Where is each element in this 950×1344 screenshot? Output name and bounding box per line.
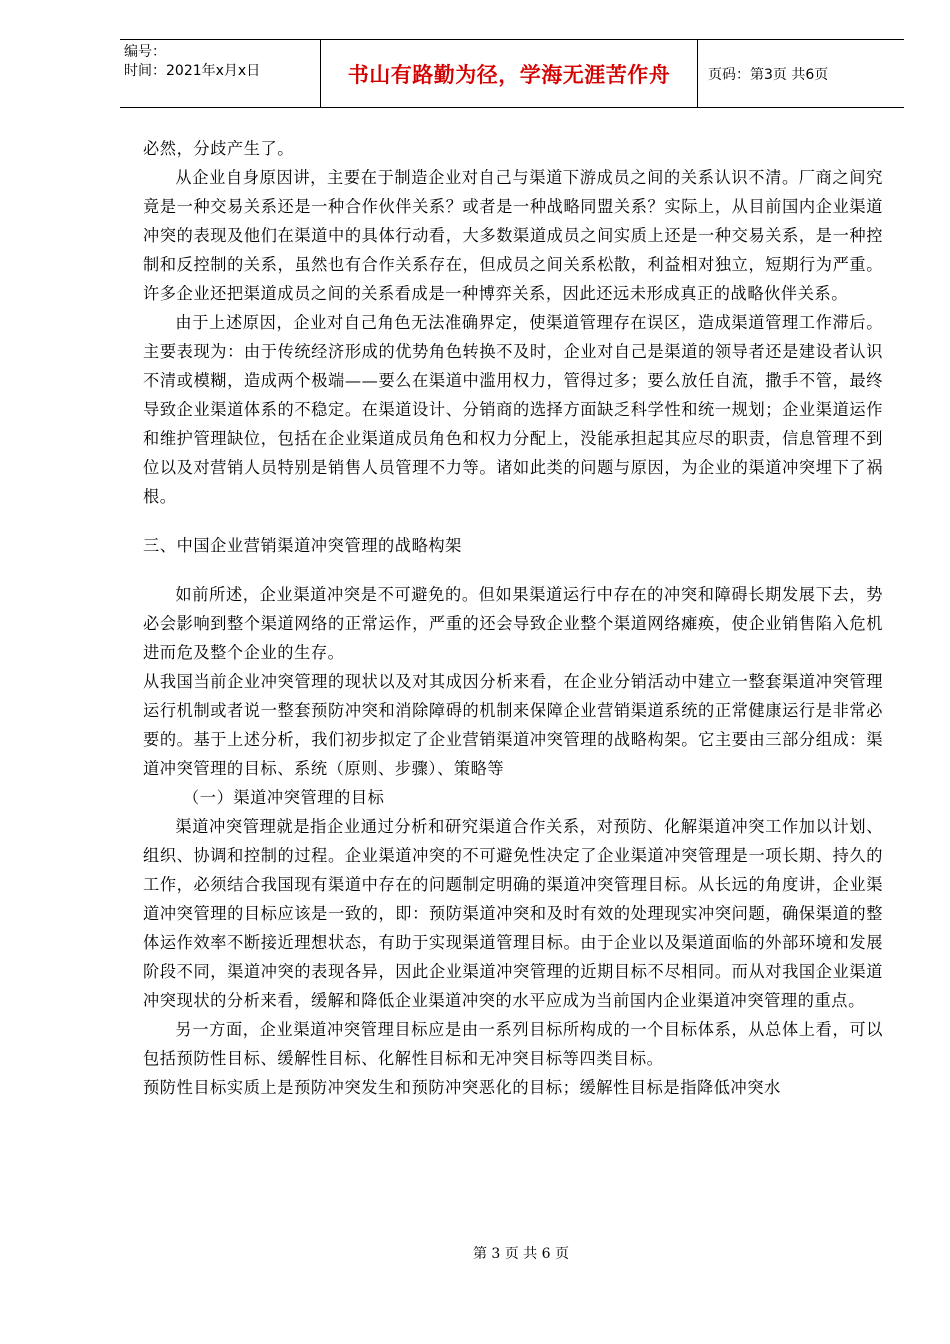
paragraph-1: 必然，分歧产生了。 [143,139,295,158]
document-body [143,134,883,1102]
header-motto: 书山有路勤为径，学海无涯苦作舟 [347,62,671,87]
header-time-label: 时间：2021年x月x日 [124,63,261,79]
paragraph-6: 渠道冲突管理就是指企业通过分析和研究渠道合作关系，对预防、化解渠道冲突工作加以计划、组织、协调和控制的过程。企业渠道冲突的不可避免性决定了企业渠道冲突管理是一项长期、持久的工作，必须结合我国现有渠道中存在的问题制定明确的渠道冲突管理目标。从长远的角度讲，企业渠道冲突管理的目标应该是一致的，即：预防渠道冲突和及时有效的处理现实冲突问题，确保渠道的整体运作效率不断接近理想状态，有助于实现渠道管理目标。由于企业以及渠道面临的外部环境和发展阶段不同，渠道冲突的表现各异，因此企业渠道冲突管理的近期目标不尽相同。而从对我国企业渠道冲突现状的分析来看，缓解和降低企业渠道冲突的水平应成为当前国内企业渠道冲突管理的重点。 [143,817,883,1010]
header-page-cell [698,40,905,108]
subsection-heading-1: （一）渠道冲突管理的目标 [183,788,385,807]
footer-page-number: 第 3 页 共 6 页 [472,1246,570,1262]
header-number-label: 编号： [124,44,166,60]
header-meta-cell [120,40,321,108]
paragraph-2: 从企业自身原因讲，主要在于制造企业对自己与渠道下游成员之间的关系认识不清。厂商之间究竟是一种交易关系还是一种合作伙伴关系？或者是一种战略同盟关系？实际上，从目前国内企业渠道冲突的表现及他们在渠道中的具体行动看，大多数渠道成员之间实质上还是一种交易关系，是一种控制和反控制的关系，虽然也有合作关系存在，但成员之间关系松散，利益相对独立，短期行为严重。许多企业还把渠道成员之间的关系看成是一种博弈关系，因此还远未形成真正的战略伙伴关系。 [143,168,883,303]
page-header [120,39,904,108]
section-heading-3: 三、中国企业营销渠道冲突管理的战略构架 [143,536,462,555]
paragraph-4: 如前所述，企业渠道冲突是不可避免的。但如果渠道运行中存在的冲突和障碍长期发展下去，势必会影响到整个渠道网络的正常运作，严重的还会导致企业整个渠道网络瘫痪，使企业销售陷入危机进而危及整个企业的生存。 [143,585,883,662]
paragraph-5: 从我国当前企业冲突管理的现状以及对其成因分析来看，在企业分销活动中建立一整套渠道冲突管理运行机制或者说一整套预防冲突和消除障碍的机制来保障企业营销渠道系统的正常健康运行是非常必要的。基于上述分析，我们初步拟定了企业营销渠道冲突管理的战略构架。它主要由三部分组成：渠道冲突管理的目标、系统（原则、步骤）、策略等 [143,672,883,778]
paragraph-7: 另一方面，企业渠道冲突管理目标应是由一系列目标所构成的一个目标体系，从总体上看，可以包括预防性目标、缓解性目标、化解性目标和无冲突目标等四类目标。 [143,1020,883,1068]
paragraph-3: 由于上述原因，企业对自己角色无法准确界定，使渠道管理存在误区，造成渠道管理工作滞后。主要表现为：由于传统经济形成的优势角色转换不及时，企业对自己是渠道的领导者还是建设者认识不清或模糊，造成两个极端——要么在渠道中滥用权力，管得过多；要么放任自流，撒手不管，最终导致企业渠道体系的不稳定。在渠道设计、分销商的选择方面缺乏科学性和统一规划；企业渠道运作和维护管理缺位，包括在企业渠道成员角色和权力分配上，没能承担起其应尽的职责，信息管理不到位以及对营销人员特别是销售人员管理不力等。诸如此类的问题与原因，为企业的渠道冲突埋下了祸根。 [143,313,883,506]
header-page-info: 页码：第3页 共6页 [708,66,829,83]
header-motto-cell [321,40,698,108]
paragraph-8: 预防性目标实质上是预防冲突发生和预防冲突恶化的目标；缓解性目标是指降低冲突水 [143,1078,781,1097]
page-footer [0,1243,950,1263]
